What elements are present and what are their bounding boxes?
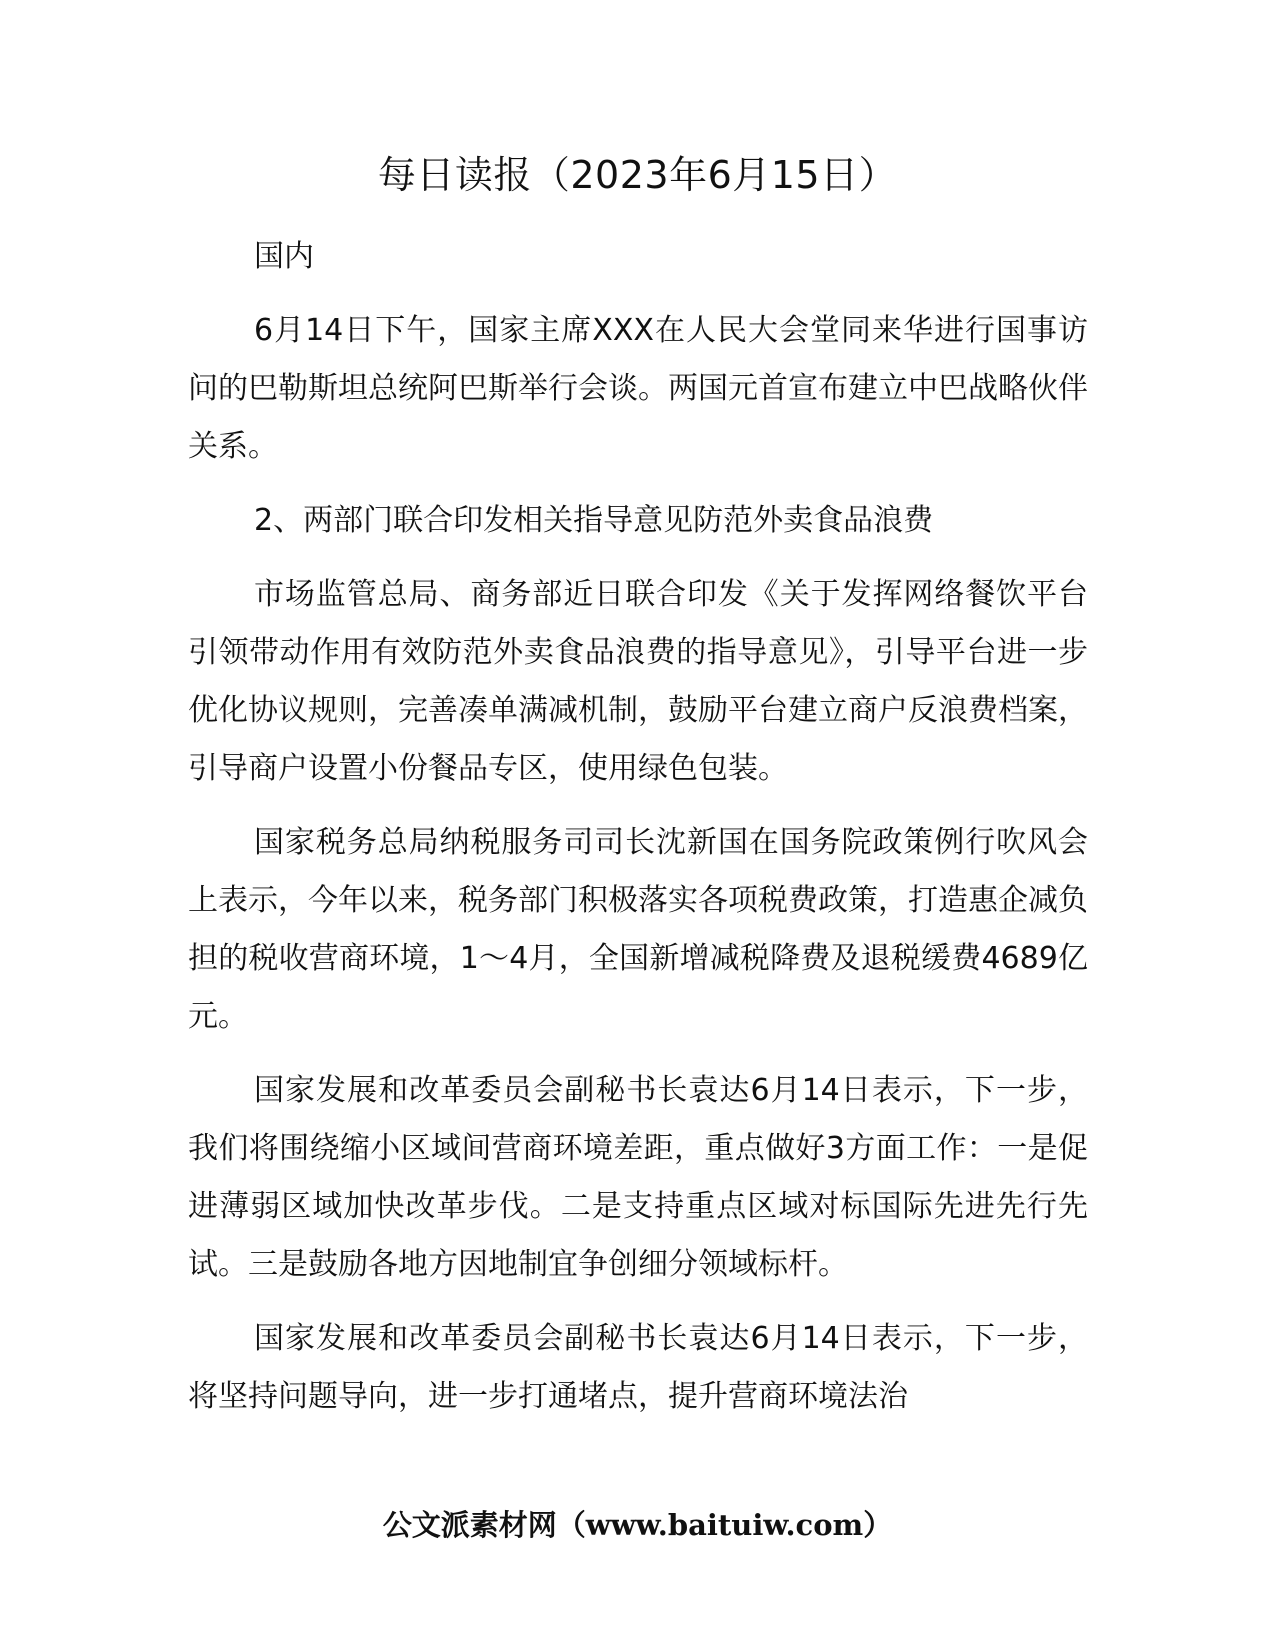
- paragraph-3: 市场监管总局、商务部近日联合印发《关于发挥网络餐饮平台引领带动作用有效防范外卖食品浪费的指导意见》，引导平台进一步优化协议规则，完善凑单满减机制，鼓励平台建立商户反浪费档案，引导商户设置小份餐品专区，使用绿色包装。: [188, 577, 1088, 786]
- document-title: 每日读报（2023年6月15日）: [377, 153, 898, 197]
- footer-source: 公文派素材网（www.baituiw.com）: [382, 1508, 893, 1542]
- paragraph-4: 国家税务总局纳税服务司司长沈新国在国务院政策例行吹风会上表示，今年以来，税务部门积极落实各项税费政策，打造惠企减负担的税收营商环境，1～4月，全国新增减税降费及退税缓费4689亿元。: [188, 825, 1088, 1034]
- document-body: [188, 228, 1088, 1442]
- paragraph-5: 国家发展和改革委员会副秘书长袁达6月14日表示，下一步，我们将围绕缩小区域间营商环境差距，重点做好3方面工作：一是促进薄弱区域加快改革步伐。二是支持重点区域对标国际先进先行先试。三是鼓励各地方因地制宜争创细分领域标杆。: [188, 1073, 1088, 1282]
- section-label: 国内: [254, 239, 314, 274]
- paragraph-1: 6月14日下午，国家主席XXX在人民大会堂同来华进行国事访问的巴勒斯坦总统阿巴斯举行会谈。两国元首宣布建立中巴战略伙伴关系。: [188, 313, 1088, 464]
- paragraph-2-heading: 2、两部门联合印发相关指导意见防范外卖食品浪费: [254, 503, 934, 538]
- paragraph-6: 国家发展和改革委员会副秘书长袁达6月14日表示，下一步，将坚持问题导向，进一步打通堵点，提升营商环境法治: [188, 1321, 1088, 1414]
